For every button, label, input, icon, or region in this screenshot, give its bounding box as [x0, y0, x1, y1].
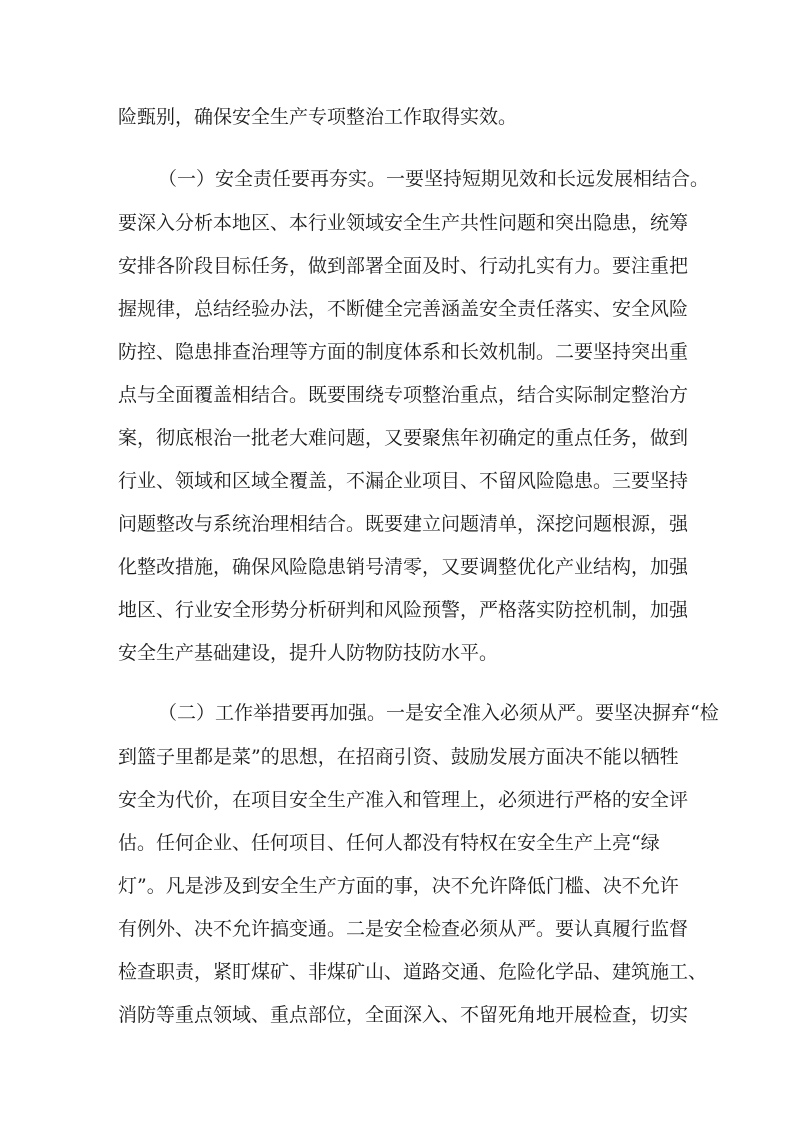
text-line: 有例外、决不允许搞变通。二是安全检查必须从严。要认真履行监督	[118, 918, 689, 940]
text-line: 估。任何企业、任何项目、任何人都没有特权在安全生产上亮“绿	[118, 832, 660, 854]
text-line: 问题整改与系统治理相结合。既要建立问题清单，深挖问题根源，强	[118, 513, 689, 535]
text-line: 到篮子里都是菜”的思想，在招商引资、鼓励发展方面决不能以牺牲	[118, 746, 679, 768]
text-line: 安全生产基础建设，提升人防物防技防水平。	[118, 642, 499, 664]
text-line: 安排各阶段目标任务，做到部署全面及时、行动扎实有力。要注重把	[118, 255, 689, 277]
text-line: 灯”。凡是涉及到安全生产方面的事，决不允许降低门槛、决不允许	[118, 875, 679, 897]
text-line: 案，彻底根治一批老大难问题，又要聚焦年初确定的重点任务，做到	[118, 427, 689, 449]
text-line: 检查职责，紧盯煤矿、非煤矿山、道路交通、危险化学品、建筑施工、	[118, 961, 708, 983]
text-line: 行业、领域和区域全覆盖，不漏企业项目、不留风险隐患。三要坚持	[118, 470, 689, 492]
text-line: 要深入分析本地区、本行业领域安全生产共性问题和突出隐患，统筹	[118, 212, 689, 234]
paragraph-1-first-line: （一）安全责任要再夯实。一要坚持短期见效和长远发展相结合。	[158, 168, 710, 190]
text-line: 安全为代价，在项目安全生产准入和管理上，必须进行严格的安全评	[118, 789, 689, 811]
text-line: 防控、隐患排查治理等方面的制度体系和长效机制。二要坚持突出重	[118, 341, 689, 363]
paragraph-2-first-line: （二）工作举措要再加强。一是安全准入必须从严。要坚决摒弃“检	[158, 702, 719, 724]
text-line: 化整改措施，确保风险隐患销号清零，又要调整优化产业结构，加强	[118, 556, 689, 578]
text-line: 消防等重点领域、重点部位，全面深入、不留死角地开展检查，切实	[118, 1004, 689, 1026]
text-line: 险甄别，确保安全生产专项整治工作取得实效。	[118, 106, 518, 128]
text-line: 握规律，总结经验办法，不断健全完善涵盖安全责任落实、安全风险	[118, 298, 689, 320]
text-line: 点与全面覆盖相结合。既要围绕专项整治重点，结合实际制定整治方	[118, 384, 689, 406]
text-line: 地区、行业安全形势分析研判和风险预警，严格落实防控机制，加强	[118, 599, 689, 621]
